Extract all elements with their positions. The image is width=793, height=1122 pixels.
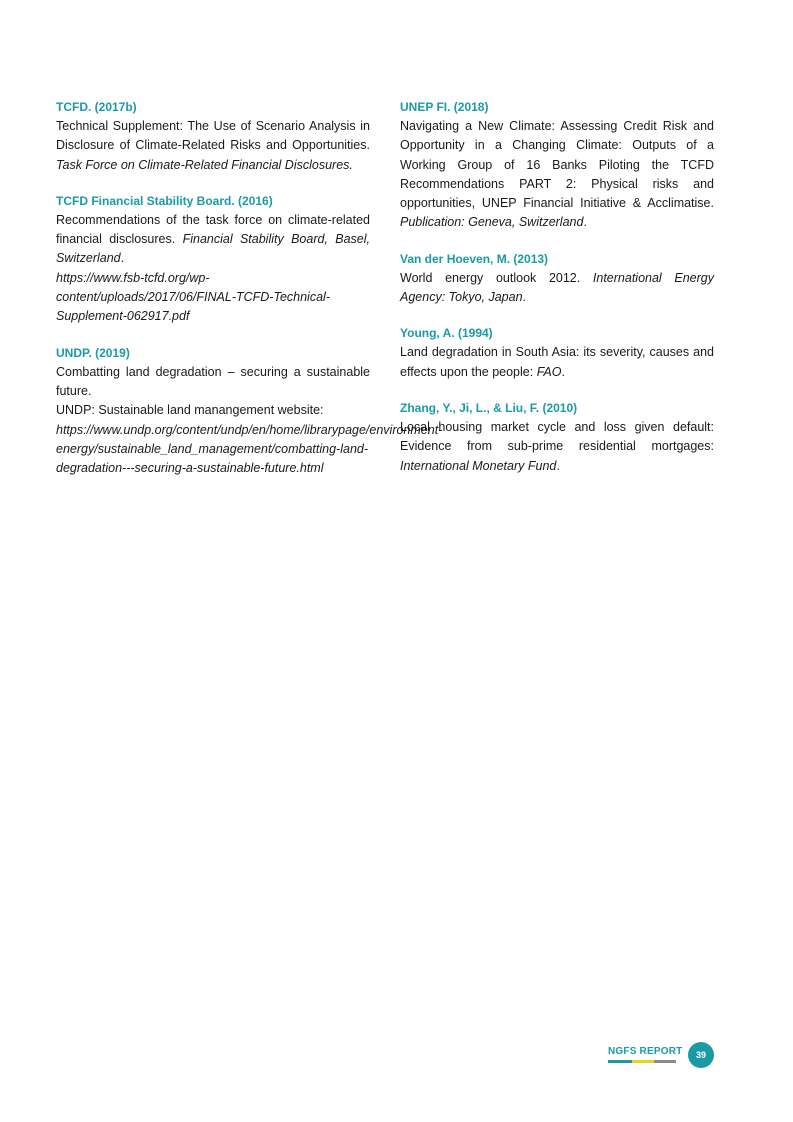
reference-segment: .	[120, 251, 125, 266]
reference-segment: Recommendations of the task force on climate-related financial disclosures.	[56, 212, 370, 247]
reference-segment: Navigating a New Climate: Assessing Credit Risk and Opportunity in a Changing Climate: Outputs of a Working Group of 16 Banks Piloting the TCFD Recommendations PART 2: Physical risks and opportunities, UNEP Financial Initiative & Acclimatise.	[400, 119, 714, 211]
references-left-column	[56, 98, 443, 495]
reference-source: FAO	[536, 364, 562, 379]
reference-entry	[400, 399, 714, 476]
reference-text	[400, 418, 714, 476]
reference-segment: .	[522, 290, 527, 305]
reference-text	[400, 269, 714, 308]
reference-source: International Energy Agency: Tokyo, Japan	[400, 270, 714, 305]
reference-source: Financial Stability Board, Basel, Switzerland	[56, 232, 371, 266]
reference-title: TCFD. (2017b)	[56, 100, 137, 114]
reference-title: TCFD Financial Stability Board. (2016)	[56, 193, 273, 208]
reference-entry	[56, 344, 443, 479]
reference-segment: Combatting land degradation – securing a sustainable future.	[56, 364, 370, 398]
reference-source: International Monetary Fund	[400, 458, 557, 473]
footer-bar-yellow	[632, 1060, 654, 1063]
reference-segment: .	[561, 364, 565, 379]
footer-bar-gray	[654, 1060, 676, 1063]
reference-entry	[400, 324, 714, 382]
reference-segment: Local housing market cycle and loss given default: Evidence from sub-prime residential mortgages:	[400, 419, 714, 454]
reference-text	[56, 117, 370, 175]
footer-bar-teal	[608, 1060, 632, 1063]
reference-entry	[56, 98, 370, 175]
reference-text	[400, 117, 714, 233]
reference-entry	[56, 192, 370, 327]
reference-segment: UNDP: Sustainable land manangement website:	[56, 403, 324, 418]
reference-entry	[400, 98, 714, 233]
reference-segment: Land degradation in South Asia: its severity, causes and effects upon the people:	[400, 345, 714, 379]
reference-source[interactable]: https://www.undp.org/content/undp/en/home/librarypage/environment-energy/sustainable_land_management/combatting-land-degradation---securing-a-sustainable-future.html	[56, 422, 443, 476]
reference-text	[56, 211, 370, 327]
reference-text	[400, 343, 714, 382]
reference-source: Publication: Geneva, Switzerland	[400, 215, 584, 230]
page-number: 39	[688, 1042, 714, 1068]
page-footer	[608, 1042, 718, 1072]
reference-title: Van der Hoeven, M. (2013)	[400, 251, 549, 266]
reference-segment: World energy outlook 2012.	[400, 270, 593, 285]
report-label: NGFS REPORT	[608, 1046, 683, 1057]
reference-segment: Technical Supplement: The Use of Scenario Analysis in Disclosure of Climate-Related Risks and Opportunities.	[56, 119, 370, 153]
reference-source[interactable]: https://www.fsb-tcfd.org/wp-content/uploads/2017/06/FINAL-TCFD-Technical-Supplement-062917.pdf	[56, 270, 330, 324]
reference-source: Task Force on Climate-Related Financial Disclosures.	[56, 157, 353, 172]
reference-title: Young, A. (1994)	[400, 326, 493, 341]
reference-title: Zhang, Y., Ji, L., & Liu, F. (2010)	[400, 400, 578, 415]
reference-segment: .	[583, 215, 587, 230]
references-right-column	[400, 98, 714, 493]
reference-entry	[400, 250, 714, 308]
reference-title: UNEP FI. (2018)	[400, 100, 489, 114]
reference-text	[56, 363, 443, 479]
reference-segment: .	[556, 458, 560, 473]
reference-title: UNDP. (2019)	[56, 345, 130, 360]
